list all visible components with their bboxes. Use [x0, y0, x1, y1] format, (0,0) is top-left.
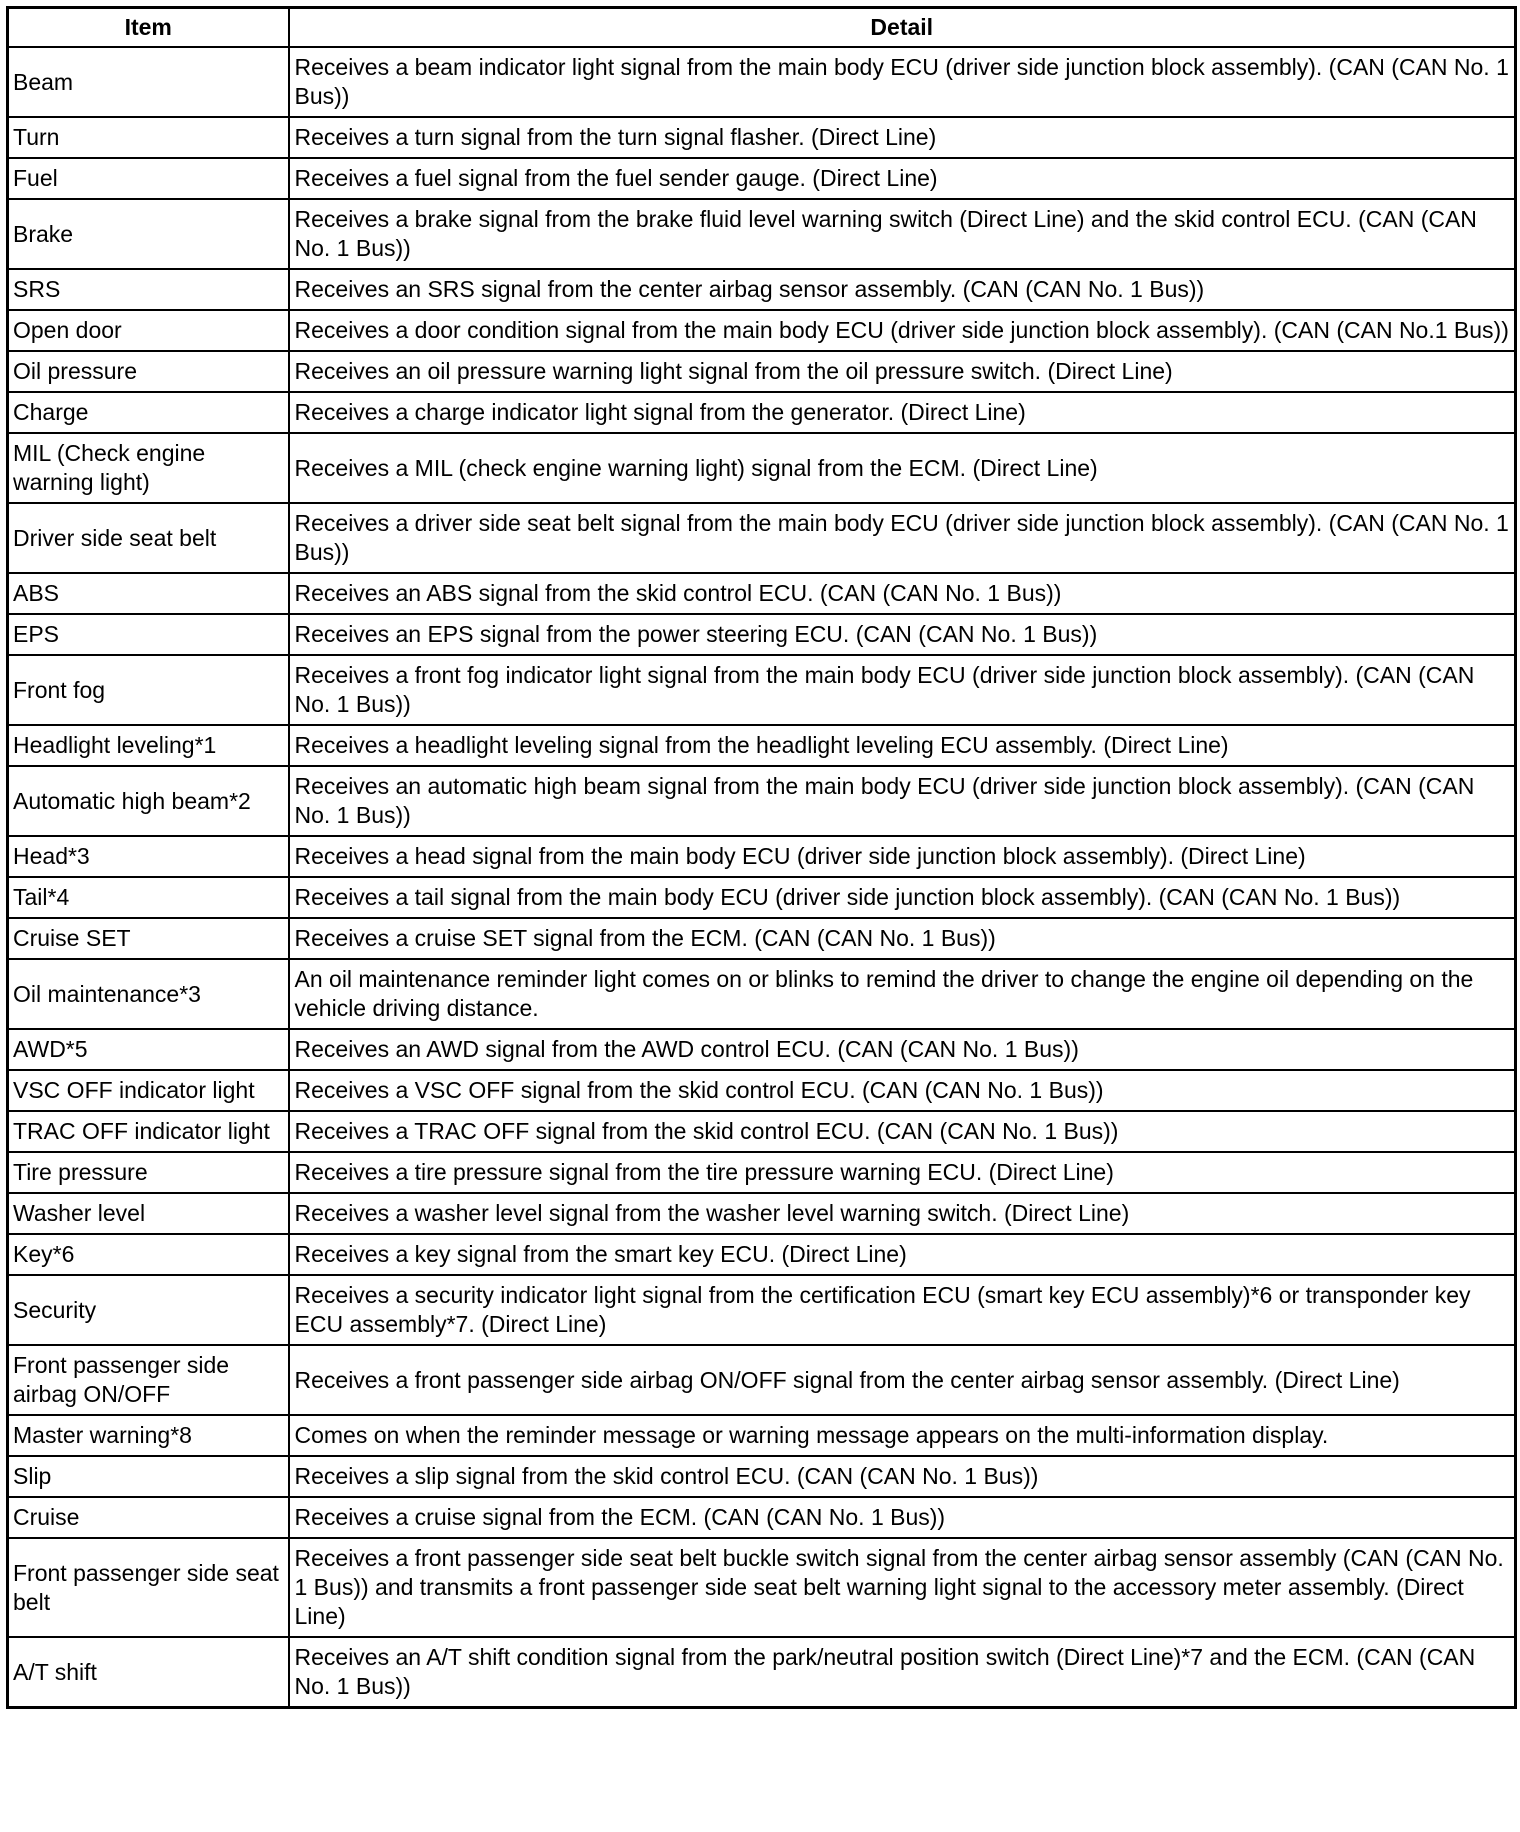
row-detail-cell: Receives a driver side seat belt signal from the main body ECU (driver side junction block assembly). (CAN (CAN No. 1 Bus))	[289, 503, 1516, 573]
row-detail-cell: Receives a brake signal from the brake fluid level warning switch (Direct Line) and the skid control ECU. (CAN (CAN No. 1 Bus))	[289, 199, 1516, 269]
row-detail-cell: Receives an SRS signal from the center airbag sensor assembly. (CAN (CAN No. 1 Bus))	[289, 269, 1516, 310]
row-detail-cell: Receives a TRAC OFF signal from the skid control ECU. (CAN (CAN No. 1 Bus))	[289, 1111, 1516, 1152]
row-item-cell: SRS	[8, 269, 289, 310]
row-detail-cell: Receives a turn signal from the turn signal flasher. (Direct Line)	[289, 117, 1516, 158]
row-item-cell: Oil pressure	[8, 351, 289, 392]
row-item-cell: A/T shift	[8, 1637, 289, 1708]
table-row	[8, 1070, 1516, 1111]
row-item-cell: Automatic high beam*2	[8, 766, 289, 836]
row-item-cell: Front passenger side airbag ON/OFF	[8, 1345, 289, 1415]
table-row	[8, 836, 1516, 877]
row-detail-cell: Receives an A/T shift condition signal from the park/neutral position switch (Direct Line)*7 and the ECM. (CAN (CAN No. 1 Bus))	[289, 1637, 1516, 1708]
table-row	[8, 1193, 1516, 1234]
table-row	[8, 877, 1516, 918]
row-detail-cell: Receives an ABS signal from the skid control ECU. (CAN (CAN No. 1 Bus))	[289, 573, 1516, 614]
row-detail-cell: Receives a fuel signal from the fuel sender gauge. (Direct Line)	[289, 158, 1516, 199]
table-row	[8, 1497, 1516, 1538]
table-row	[8, 1345, 1516, 1415]
table-row	[8, 573, 1516, 614]
row-item-cell: Cruise	[8, 1497, 289, 1538]
row-item-cell: Key*6	[8, 1234, 289, 1275]
row-item-cell: EPS	[8, 614, 289, 655]
indicator-signal-table	[6, 6, 1517, 1709]
row-detail-cell: Receives a cruise SET signal from the ECM. (CAN (CAN No. 1 Bus))	[289, 918, 1516, 959]
table-row	[8, 310, 1516, 351]
row-detail-cell: Receives a tail signal from the main body ECU (driver side junction block assembly). (CAN (CAN No. 1 Bus))	[289, 877, 1516, 918]
table-row	[8, 47, 1516, 117]
row-item-cell: AWD*5	[8, 1029, 289, 1070]
table-row	[8, 351, 1516, 392]
row-detail-cell: Receives a front fog indicator light signal from the main body ECU (driver side junction block assembly). (CAN (CAN No. 1 Bus))	[289, 655, 1516, 725]
row-item-cell: Oil maintenance*3	[8, 959, 289, 1029]
row-detail-cell: Receives a door condition signal from the main body ECU (driver side junction block assembly). (CAN (CAN No.1 Bus))	[289, 310, 1516, 351]
table-row	[8, 655, 1516, 725]
table-row	[8, 1415, 1516, 1456]
row-detail-cell: Receives a front passenger side seat belt buckle switch signal from the center airbag sensor assembly (CAN (CAN No. 1 Bus)) and transmits a front passenger side seat belt warning light signal to the accessory meter assembly. (Direct Line)	[289, 1538, 1516, 1637]
table-row	[8, 1456, 1516, 1497]
row-item-cell: Head*3	[8, 836, 289, 877]
row-item-cell: Brake	[8, 199, 289, 269]
row-item-cell: Charge	[8, 392, 289, 433]
row-detail-cell: Receives an EPS signal from the power steering ECU. (CAN (CAN No. 1 Bus))	[289, 614, 1516, 655]
table-row	[8, 766, 1516, 836]
table-row	[8, 1234, 1516, 1275]
table-row	[8, 1538, 1516, 1637]
table-row	[8, 918, 1516, 959]
row-detail-cell: Receives a key signal from the smart key ECU. (Direct Line)	[289, 1234, 1516, 1275]
table-row	[8, 117, 1516, 158]
table-row	[8, 433, 1516, 503]
row-item-cell: Front passenger side seat belt	[8, 1538, 289, 1637]
row-item-cell: Cruise SET	[8, 918, 289, 959]
row-detail-cell: Receives a washer level signal from the washer level warning switch. (Direct Line)	[289, 1193, 1516, 1234]
row-item-cell: MIL (Check engine warning light)	[8, 433, 289, 503]
spec-table-container	[6, 6, 1514, 1709]
row-detail-cell: An oil maintenance reminder light comes on or blinks to remind the driver to change the engine oil depending on the vehicle driving distance.	[289, 959, 1516, 1029]
row-item-cell: TRAC OFF indicator light	[8, 1111, 289, 1152]
table-row	[8, 1152, 1516, 1193]
row-detail-cell: Receives a MIL (check engine warning light) signal from the ECM. (Direct Line)	[289, 433, 1516, 503]
table-row	[8, 158, 1516, 199]
row-detail-cell: Receives an automatic high beam signal from the main body ECU (driver side junction block assembly). (CAN (CAN No. 1 Bus))	[289, 766, 1516, 836]
table-row	[8, 503, 1516, 573]
row-item-cell: Slip	[8, 1456, 289, 1497]
row-detail-cell: Receives a tire pressure signal from the tire pressure warning ECU. (Direct Line)	[289, 1152, 1516, 1193]
row-detail-cell: Receives an oil pressure warning light signal from the oil pressure switch. (Direct Line)	[289, 351, 1516, 392]
row-item-cell: Tire pressure	[8, 1152, 289, 1193]
row-detail-cell: Receives a head signal from the main body ECU (driver side junction block assembly). (Direct Line)	[289, 836, 1516, 877]
table-row	[8, 1275, 1516, 1345]
row-item-cell: VSC OFF indicator light	[8, 1070, 289, 1111]
row-item-cell: Tail*4	[8, 877, 289, 918]
row-item-cell: Headlight leveling*1	[8, 725, 289, 766]
table-row	[8, 614, 1516, 655]
row-item-cell: Beam	[8, 47, 289, 117]
header-row	[8, 8, 1516, 48]
row-detail-cell: Receives a charge indicator light signal from the generator. (Direct Line)	[289, 392, 1516, 433]
row-detail-cell: Receives an AWD signal from the AWD control ECU. (CAN (CAN No. 1 Bus))	[289, 1029, 1516, 1070]
table-row	[8, 959, 1516, 1029]
row-item-cell: Open door	[8, 310, 289, 351]
row-detail-cell: Receives a VSC OFF signal from the skid control ECU. (CAN (CAN No. 1 Bus))	[289, 1070, 1516, 1111]
table-row	[8, 1029, 1516, 1070]
row-item-cell: Driver side seat belt	[8, 503, 289, 573]
row-item-cell: Turn	[8, 117, 289, 158]
row-item-cell: ABS	[8, 573, 289, 614]
table-row	[8, 269, 1516, 310]
row-detail-cell: Receives a headlight leveling signal from the headlight leveling ECU assembly. (Direct Line)	[289, 725, 1516, 766]
table-body	[8, 47, 1516, 1708]
table-row	[8, 199, 1516, 269]
row-detail-cell: Comes on when the reminder message or warning message appears on the multi-information display.	[289, 1415, 1516, 1456]
row-detail-cell: Receives a cruise signal from the ECM. (CAN (CAN No. 1 Bus))	[289, 1497, 1516, 1538]
row-detail-cell: Receives a beam indicator light signal from the main body ECU (driver side junction block assembly). (CAN (CAN No. 1 Bus))	[289, 47, 1516, 117]
column-header-detail: Detail	[289, 8, 1516, 48]
row-detail-cell: Receives a security indicator light signal from the certification ECU (smart key ECU assembly)*6 or transponder key ECU assembly*7. (Direct Line)	[289, 1275, 1516, 1345]
row-item-cell: Front fog	[8, 655, 289, 725]
column-header-item: Item	[8, 8, 289, 48]
table-row	[8, 1637, 1516, 1708]
row-item-cell: Master warning*8	[8, 1415, 289, 1456]
row-detail-cell: Receives a slip signal from the skid control ECU. (CAN (CAN No. 1 Bus))	[289, 1456, 1516, 1497]
row-detail-cell: Receives a front passenger side airbag ON/OFF signal from the center airbag sensor assembly. (Direct Line)	[289, 1345, 1516, 1415]
row-item-cell: Fuel	[8, 158, 289, 199]
row-item-cell: Washer level	[8, 1193, 289, 1234]
table-row	[8, 725, 1516, 766]
row-item-cell: Security	[8, 1275, 289, 1345]
table-row	[8, 1111, 1516, 1152]
table-row	[8, 392, 1516, 433]
